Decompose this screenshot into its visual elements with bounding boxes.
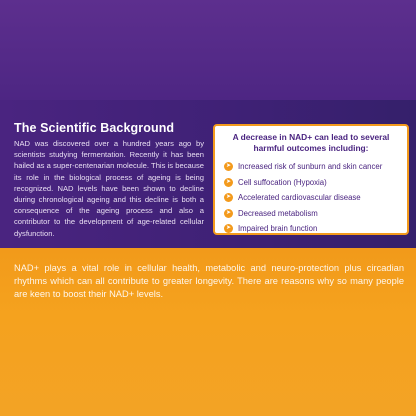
- section-title: The Scientific Background: [14, 121, 175, 135]
- list-item-label: Decreased metabolism: [238, 208, 318, 218]
- list-item: [224, 206, 404, 222]
- list-item-label: Cell suffocation (Hypoxia): [238, 177, 327, 187]
- list-item: [224, 190, 404, 206]
- card-heading-line-1: A decrease in NAD+ can lead to several: [232, 132, 390, 142]
- card-heading-line-2: harmful outcomes including:: [253, 142, 369, 153]
- list-item: [224, 175, 404, 191]
- list-item: [224, 221, 404, 237]
- harmful-outcomes-card: [213, 124, 409, 235]
- arrow-right-icon: ➤: [225, 209, 232, 216]
- list-item-label: Impaired brain function: [238, 224, 318, 234]
- arrow-right-icon: ➤: [225, 178, 232, 185]
- card-heading: [215, 132, 407, 153]
- list-item: [224, 159, 404, 175]
- arrow-right-icon: ➤: [225, 225, 232, 232]
- top-purple-banner: [0, 0, 416, 100]
- arrow-right-icon: ➤: [225, 194, 232, 201]
- background-paragraph: NAD was discovered over a hundred years ago by scientists studying fermentation. Recently it has been hailed as a super-centenarian molecule. This is because its role in the biological process of ageing is being recognized. NAD levels have been shown to decline during chronological ageing and this decline is both a consequence of the ageing process and also a contributor to the development of age-related cellular dysfunction.: [14, 139, 204, 238]
- arrow-right-icon: ➤: [225, 163, 232, 170]
- list-item-label: Accelerated cardiovascular disease: [238, 193, 361, 203]
- nad-benefits-paragraph: NAD+ plays a vital role in cellular health, metabolic and neuro-protection plus circadian rhythms which can all contribute to greater longevity. There are reasons why so many people are keen to boost their NAD+ levels.: [14, 263, 404, 300]
- list-item-label: Increased risk of sunburn and skin cancer: [238, 162, 383, 172]
- outcomes-list: [224, 159, 404, 237]
